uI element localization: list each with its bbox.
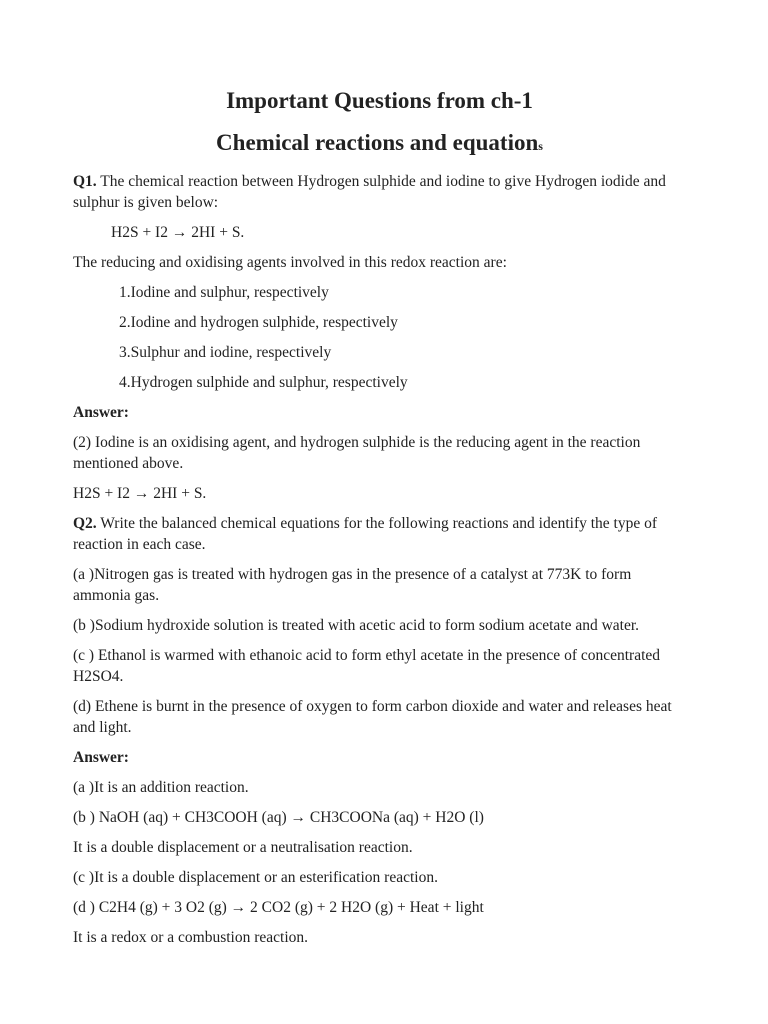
q1-option-2: 2.Iodine and hydrogen sulphide, respectively xyxy=(119,314,398,331)
q2-label: Q2. xyxy=(73,515,97,532)
subtitle-suffix: s xyxy=(538,139,543,153)
q2-answer-d-equation: (d ) C2H4 (g) + 3 O2 (g) → 2 CO2 (g) + 2 H2O (g) + Heat + light xyxy=(73,899,484,916)
q2-part-c: (c ) Ethanol is warmed with ethanoic acid to form ethyl acetate in the presence of concentrated H2SO4. xyxy=(73,647,661,685)
q2-part-b: (b )Sodium hydroxide solution is treated with acetic acid to form sodium acetate and water. xyxy=(73,617,640,634)
q1-option-3: 3.Sulphur and iodine, respectively xyxy=(119,344,332,361)
page-title: Important Questions from ch-1 xyxy=(226,88,533,113)
q2-question xyxy=(73,513,686,555)
q2-part-a: (a )Nitrogen gas is treated with hydrogen gas in the presence of a catalyst at 773K to form ammonia gas. xyxy=(73,566,632,604)
page-subtitle xyxy=(73,128,686,161)
q1-option-1: 1.Iodine and sulphur, respectively xyxy=(119,284,329,301)
q1-label: Q1. xyxy=(73,173,97,190)
q1-answer-text: (2) Iodine is an oxidising agent, and hydrogen sulphide is the reducing agent in the reaction mentioned above. xyxy=(73,434,641,472)
q2-answer-d-type: It is a redox or a combustion reaction. xyxy=(73,929,309,946)
q2-text: Write the balanced chemical equations for the following reactions and identify the type of reaction in each case. xyxy=(73,515,658,553)
q2-answer-c: (c )It is a double displacement or an esterification reaction. xyxy=(73,869,438,886)
q2-answer-b-equation: (b ) NaOH (aq) + CH3COOH (aq) → CH3COONa (aq) + H2O (l) xyxy=(73,809,484,826)
q1-question xyxy=(73,171,686,213)
q1-prompt: The reducing and oxidising agents involved in this redox reaction are: xyxy=(73,254,507,271)
q1-equation: H2S + I2 → 2HI + S. xyxy=(111,224,245,241)
q2-part-d: (d) Ethene is burnt in the presence of oxygen to form carbon dioxide and water and releases heat and light. xyxy=(73,698,672,736)
q1-options xyxy=(73,282,686,393)
q2-answer-label: Answer: xyxy=(73,749,129,766)
q2-answer-a: (a )It is an addition reaction. xyxy=(73,779,249,796)
q2-answer-b-type: It is a double displacement or a neutralisation reaction. xyxy=(73,839,413,856)
q1-answer-label: Answer: xyxy=(73,404,129,421)
q1-text: The chemical reaction between Hydrogen sulphide and iodine to give Hydrogen iodide and sulphur is given below: xyxy=(73,173,666,211)
q1-answer-equation: H2S + I2 → 2HI + S. xyxy=(73,485,207,502)
subtitle-main: Chemical reactions and equation xyxy=(216,130,539,155)
q1-option-4: 4.Hydrogen sulphide and sulphur, respectively xyxy=(119,374,408,391)
